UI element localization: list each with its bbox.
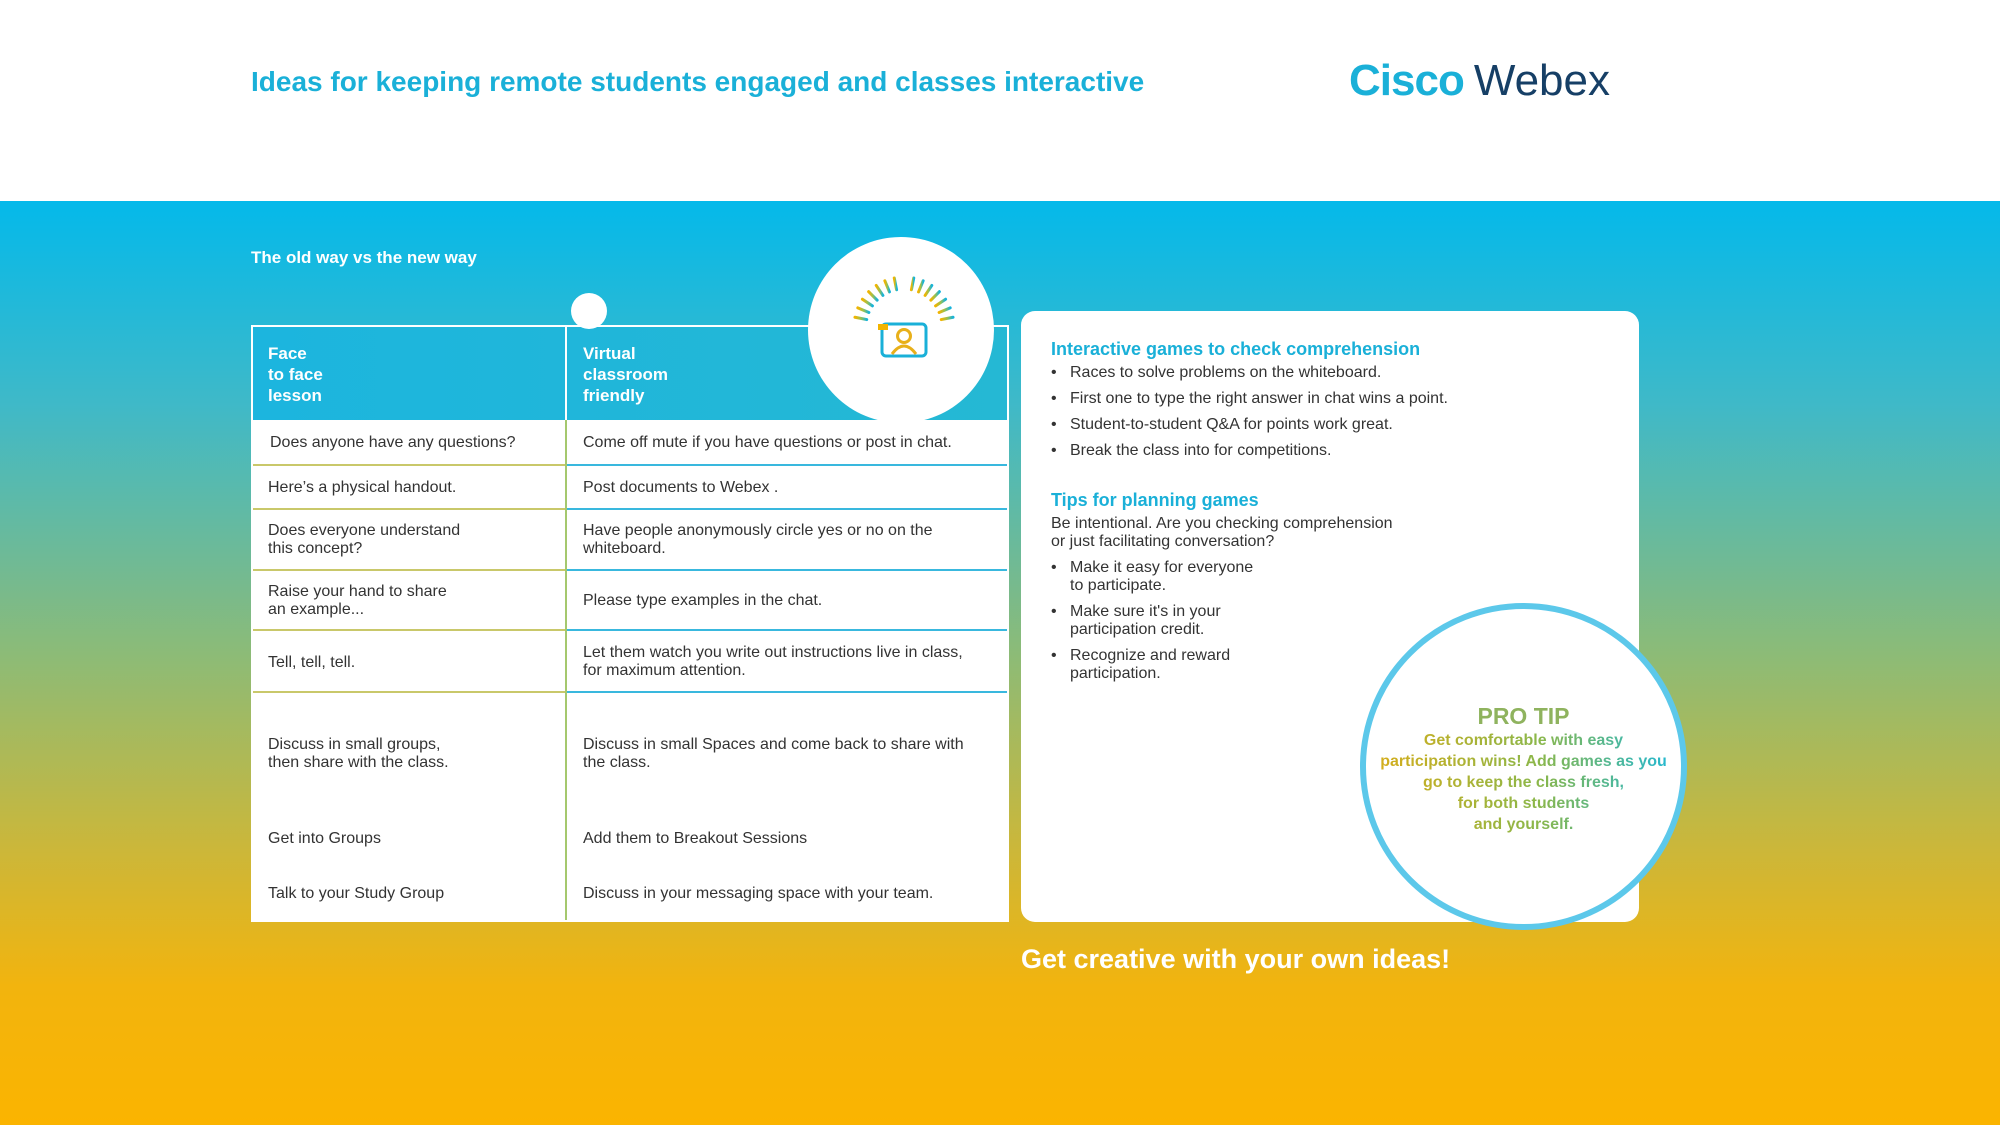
arc-tick (885, 281, 890, 292)
table-cell: Discuss in your messaging space with your team. (583, 885, 934, 902)
table-cell: Post documents to Webex . (583, 479, 779, 496)
section-label: The old way vs the new way (251, 248, 477, 267)
list-item: • Break the class into for competitions. (1051, 442, 1332, 459)
table-row (253, 693, 1007, 788)
arc-tick (925, 285, 932, 295)
table-cell: Does everyone understand this concept? (268, 522, 461, 557)
table-cell: Tell, tell, tell. (268, 654, 356, 671)
table-cell: Does anyone have any questions? (270, 434, 516, 451)
creative-callout: Get creative with your own ideas! (1021, 944, 1451, 974)
table-cell: Discuss in small groups, then share with the class. (268, 736, 449, 771)
arc-tick (862, 299, 872, 306)
webcam-person-icon (808, 237, 994, 423)
table-cell: Here’s a physical handout. (268, 479, 457, 496)
arc-tick (876, 285, 883, 295)
table-cell: Please type examples in the chat. (583, 592, 823, 609)
pro-tip-title: PRO TIP (1477, 703, 1570, 729)
table-row (253, 571, 1007, 629)
planning-intro: Be intentional. Are you checking comprehension or just facilitating conversation? (1051, 515, 1393, 550)
page-title: Ideas for keeping remote students engaged and classes interactive (251, 66, 1145, 97)
table-cell: Come off mute if you have questions or post in chat. (583, 434, 952, 451)
table-row (253, 420, 1007, 464)
table-row (253, 788, 1007, 847)
arc-tick (919, 281, 924, 292)
arc-tick (911, 278, 913, 290)
table-cell: Talk to your Study Group (268, 885, 445, 902)
arc-tick (931, 292, 939, 300)
column-divider-header (565, 327, 567, 420)
table-cell: Get into Groups (268, 830, 381, 847)
arc-tick (936, 299, 946, 306)
list-item: • First one to type the right answer in chat wins a point. (1051, 390, 1448, 407)
arc-tick (941, 317, 953, 319)
header-face-to-face: Face to face lesson (268, 344, 323, 405)
list-item: • Races to solve problems on the whiteboard. (1051, 364, 1382, 381)
table-cell: Add them to Breakout Sessions (583, 830, 808, 847)
list-item: • Make sure it's in your participation credit. (1051, 603, 1221, 638)
games-heading: Interactive games to check comprehension (1051, 339, 1421, 359)
table-cell: Have people anonymously circle yes or no on the whiteboard. (583, 522, 933, 557)
list-item: • Recognize and reward participation. (1051, 647, 1231, 682)
games-list (1051, 364, 1448, 468)
webcam-badge (808, 237, 994, 423)
table-row (253, 631, 1007, 691)
arc-tick (939, 308, 950, 313)
header-virtual-classroom: Virtual classroom friendly (583, 344, 669, 405)
table-cell: Raise your hand to share an example... (268, 583, 447, 618)
pro-tip-circle (1360, 603, 1687, 930)
logo-webex: Webex (1473, 56, 1610, 105)
table-cell: Discuss in small Spaces and come back to share with the class. (583, 736, 964, 771)
planning-heading: Tips for planning games (1051, 490, 1259, 510)
planning-list (1051, 559, 1253, 691)
cisco-webex-logo (1349, 56, 1610, 106)
table-cell: Let them watch you write out instructions live in class, for maximum attention. (583, 644, 963, 679)
list-item: • Make it easy for everyone to participate. (1051, 559, 1254, 594)
arc-tick (855, 317, 867, 319)
list-item: • Student-to-student Q&A for points work great. (1051, 416, 1393, 433)
table-row (253, 466, 1007, 508)
logo-cisco: Cisco (1349, 56, 1464, 105)
arc-tick (869, 292, 877, 300)
arc-tick (858, 308, 869, 313)
decorative-dot (571, 293, 607, 329)
arc-tick (894, 278, 896, 290)
pro-tip-text: Get comfortable with easy participation wins! Add games as you go to keep the class fresh, for both students and yourself. (1374, 730, 1673, 835)
table-row (253, 510, 1007, 569)
table-row (253, 843, 1007, 920)
